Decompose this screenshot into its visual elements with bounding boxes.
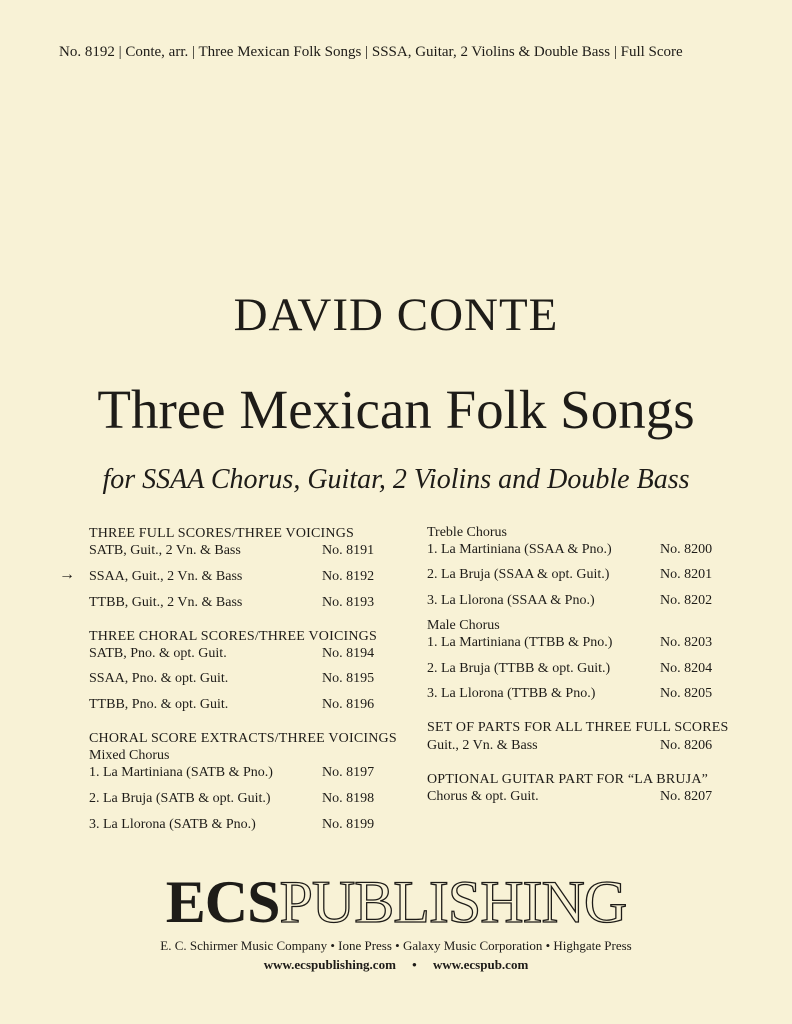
mixed-chorus-subheading: Mixed Chorus (89, 748, 170, 763)
catalog-number: No. 8201 (660, 567, 713, 582)
catalog-row (89, 671, 375, 687)
catalog-item-name: SATB, Guit., 2 Vn. & Bass (89, 543, 241, 558)
catalog-item-name: TTBB, Guit., 2 Vn. & Bass (89, 595, 243, 610)
catalog-row (427, 567, 713, 583)
publisher-websites: www.ecspublishing.com • www.ecspub.com (263, 957, 529, 972)
catalog-number: No. 8198 (322, 791, 375, 806)
catalog-number: No. 8200 (660, 542, 713, 557)
publisher-imprints: E. C. Schirmer Music Company • Ione Press • Galaxy Music Corporation • Highgate Press (160, 938, 632, 953)
composer-name: DAVID CONTE (233, 289, 559, 341)
treble-chorus-subheading: Treble Chorus (427, 525, 507, 540)
catalog-number: No. 8203 (660, 635, 713, 650)
catalog-item-name: 1. La Martiniana (SSAA & Pno.) (427, 542, 612, 557)
catalog-item-name: SSAA, Guit., 2 Vn. & Bass (89, 569, 243, 584)
catalog-item-name: Chorus & opt. Guit. (427, 789, 539, 804)
section-parts-heading: SET OF PARTS FOR ALL THREE FULL SCORES (427, 720, 729, 735)
section-choral-scores-heading: THREE CHORAL SCORES/THREE VOICINGS (89, 629, 377, 644)
work-subtitle: for SSAA Chorus, Guitar, 2 Violins and Double Bass (102, 464, 690, 495)
current-item-arrow-icon: → (59, 566, 75, 583)
catalog-row (427, 635, 713, 651)
logo-outline-text: PUBLISHING (279, 869, 627, 935)
catalog-item-name: 2. La Bruja (SSAA & opt. Guit.) (427, 567, 610, 582)
catalog-item-name: 1. La Martiniana (SATB & Pno.) (89, 765, 273, 780)
catalog-row (427, 686, 713, 702)
catalog-number: No. 8194 (322, 646, 375, 661)
catalog-number: No. 8202 (660, 593, 713, 608)
catalog-row (427, 542, 713, 558)
catalog-row (89, 765, 375, 781)
catalog-item-name: SATB, Pno. & opt. Guit. (89, 646, 227, 661)
section-full-scores-heading: THREE FULL SCORES/THREE VOICINGS (89, 526, 355, 541)
catalog-item-name: 2. La Bruja (TTBB & opt. Guit.) (427, 661, 611, 676)
catalog-row (427, 593, 713, 609)
publisher-logo (0, 869, 792, 935)
catalog-row (89, 817, 375, 833)
catalog-row-current (89, 569, 375, 585)
catalog-number: No. 8207 (660, 789, 713, 804)
catalog-item-name: TTBB, Pno. & opt. Guit. (89, 697, 229, 712)
catalog-row (427, 661, 713, 677)
catalog-item-name: 2. La Bruja (SATB & opt. Guit.) (89, 791, 271, 806)
catalog-number: No. 8192 (322, 569, 375, 584)
catalog-item-name: 3. La Llorona (SATB & Pno.) (89, 817, 256, 832)
catalog-item-name: SSAA, Pno. & opt. Guit. (89, 671, 229, 686)
catalog-row (89, 791, 375, 807)
catalog-number: No. 8205 (660, 686, 713, 701)
male-chorus-subheading: Male Chorus (427, 618, 500, 633)
catalog-row (89, 595, 375, 611)
catalog-row (89, 697, 375, 713)
catalog-number: No. 8206 (660, 738, 713, 753)
catalog-item-name: 3. La Llorona (TTBB & Pno.) (427, 686, 596, 701)
catalog-row (427, 789, 713, 805)
section-extracts-heading: CHORAL SCORE EXTRACTS/THREE VOICINGS (89, 731, 397, 746)
catalog-number: No. 8191 (322, 543, 375, 558)
catalog-number: No. 8195 (322, 671, 375, 686)
catalog-row (89, 543, 375, 559)
catalog-number: No. 8199 (322, 817, 375, 832)
header-catalog-line: No. 8192 | Conte, arr. | Three Mexican Folk Songs | SSSA, Guitar, 2 Violins & Double Bass | Full Score (59, 44, 683, 60)
catalog-row (427, 738, 713, 754)
logo-bold-text: ECS (165, 869, 280, 935)
catalog-item-name: 1. La Martiniana (TTBB & Pno.) (427, 635, 613, 650)
catalog-row (89, 646, 375, 662)
catalog-item-name: Guit., 2 Vn. & Bass (427, 738, 538, 753)
catalog-number: No. 8196 (322, 697, 375, 712)
catalog-item-name: 3. La Llorona (SSAA & Pno.) (427, 593, 595, 608)
work-title: Three Mexican Folk Songs (97, 379, 695, 440)
catalog-number: No. 8204 (660, 661, 713, 676)
section-guitar-part-heading: OPTIONAL GUITAR PART FOR “LA BRUJA” (427, 772, 709, 787)
catalog-number: No. 8197 (322, 765, 375, 780)
catalog-number: No. 8193 (322, 595, 375, 610)
